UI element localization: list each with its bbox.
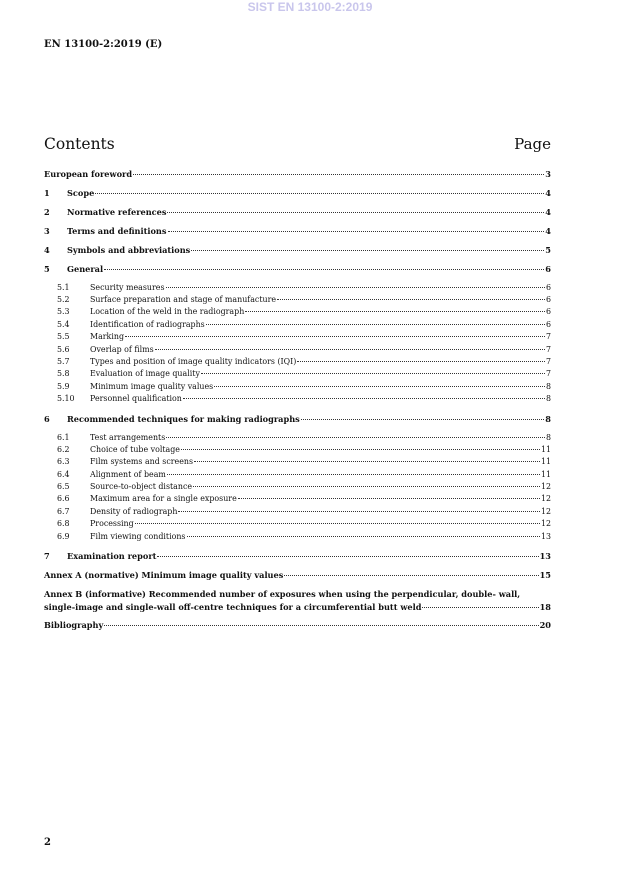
- toc-entry-title: Terms and definitions: [67, 226, 167, 236]
- annex-b-page: 18: [539, 602, 551, 612]
- toc-entry-title: Surface preparation and stage of manufacture: [90, 295, 277, 304]
- leader-dots: [277, 299, 545, 300]
- toc-entry[interactable]: [57, 282, 551, 293]
- annex-b-line2: single-image and single-wall off-centre techniques for a circumferential butt weld: [44, 602, 422, 612]
- contents-title: Contents: [44, 135, 115, 153]
- toc-entry-title: European foreword: [44, 169, 133, 179]
- leader-dots: [201, 373, 545, 374]
- leader-dots: [95, 193, 544, 194]
- toc-entry-page: 11: [540, 470, 551, 479]
- leader-dots: [166, 437, 545, 438]
- toc-entry-number: 6.3: [57, 457, 70, 466]
- leader-dots: [157, 556, 538, 557]
- toc-entry-title: Density of radiograph: [90, 507, 178, 516]
- toc-entry-page: 6: [545, 320, 551, 329]
- toc-entry-title: Test arrangements: [90, 433, 166, 442]
- toc-entry-number: 6.5: [57, 482, 70, 491]
- toc-entry[interactable]: [57, 356, 551, 367]
- toc-entry[interactable]: [44, 226, 551, 237]
- leader-dots: [206, 324, 545, 325]
- toc-entry[interactable]: [57, 469, 551, 480]
- toc-entry-title: Source-to-object distance: [90, 482, 193, 491]
- toc-entry-page: 6: [545, 283, 551, 292]
- toc-entry-page: 7: [545, 369, 551, 378]
- toc-entry-page: 8: [545, 433, 551, 442]
- leader-dots: [133, 174, 544, 175]
- footer-page-number: 2: [44, 837, 51, 848]
- toc-entry[interactable]: [44, 207, 551, 218]
- toc-entry-title: Choice of tube voltage: [90, 445, 180, 454]
- toc-entry-number: 7: [44, 551, 50, 561]
- toc-entry-page: 7: [545, 345, 551, 354]
- toc-entry-title: Symbols and abbreviations: [67, 245, 191, 255]
- toc-entry[interactable]: [57, 481, 551, 492]
- leader-dots: [181, 449, 540, 450]
- toc-entry[interactable]: [57, 444, 551, 455]
- toc-entry-number: 6.1: [57, 433, 70, 442]
- toc-entry-number: 6.7: [57, 507, 70, 516]
- toc-entry-page: 11: [540, 457, 551, 466]
- toc-entry[interactable]: [57, 506, 551, 517]
- toc-entry-page: 12: [540, 519, 551, 528]
- toc-entry-page: 5: [545, 245, 551, 255]
- toc-entry-number: 5.4: [57, 320, 70, 329]
- toc-entry-number: 6.8: [57, 519, 70, 528]
- toc-entry-number: 5.3: [57, 307, 70, 316]
- toc-entry[interactable]: [44, 245, 551, 256]
- leader-dots: [191, 250, 544, 251]
- toc-entry[interactable]: [57, 368, 551, 379]
- toc-entry-title: Evaluation of image quality: [90, 369, 200, 378]
- annex-b-line1: Annex B (informative) Recommended number of exposures when using the perpendicular, double- wall,: [44, 589, 521, 599]
- toc-entry[interactable]: [44, 551, 551, 562]
- toc-entry-page: 4: [545, 207, 551, 217]
- watermark: SIST EN 13100-2:2019: [247, 0, 373, 14]
- leader-dots: [194, 461, 540, 462]
- toc-entry-title: Film systems and screens: [90, 457, 194, 466]
- leader-dots: [214, 386, 545, 387]
- toc-entry-number: 5.6: [57, 345, 70, 354]
- toc-entry-page: 8: [545, 414, 551, 424]
- toc-entry-number: 5.8: [57, 369, 70, 378]
- toc-entry[interactable]: [44, 414, 551, 425]
- leader-dots: [422, 607, 538, 608]
- toc-entry-page: 12: [540, 482, 551, 491]
- toc-entry-number: 4: [44, 245, 50, 255]
- toc-entry[interactable]: [57, 456, 551, 467]
- leader-dots: [245, 311, 545, 312]
- toc-entry-title: Processing: [90, 519, 134, 528]
- toc-entry-number: 6: [44, 414, 50, 424]
- toc-entry-page: 8: [545, 394, 551, 403]
- toc-entry-title: Alignment of beam: [90, 470, 166, 479]
- toc-entry[interactable]: [57, 331, 551, 342]
- toc-entry-number: 6.4: [57, 470, 70, 479]
- leader-dots: [104, 625, 538, 626]
- toc-entry-page: 6: [545, 307, 551, 316]
- toc-entry-number: 5: [44, 264, 50, 274]
- toc-entry-title: Marking: [90, 332, 124, 341]
- toc-entry-page: 12: [540, 507, 551, 516]
- document-header: EN 13100-2:2019 (E): [44, 39, 163, 50]
- toc-entry-title: Identification of radiographs: [90, 320, 205, 329]
- leader-dots: [187, 536, 540, 537]
- leader-dots: [297, 361, 545, 362]
- toc-entry-annex-b[interactable]: [44, 588, 551, 614]
- toc-entry-number: 1: [44, 188, 50, 198]
- toc-entry-page: 13: [540, 532, 551, 541]
- leader-dots: [167, 212, 544, 213]
- leader-dots: [166, 287, 545, 288]
- toc-entry-page: 15: [539, 570, 551, 580]
- toc-entry[interactable]: [44, 264, 551, 275]
- toc-entry[interactable]: [57, 344, 551, 355]
- toc-entry-title: Recommended techniques for making radiographs: [67, 414, 300, 424]
- toc-entry-title: Maximum area for a single exposure: [90, 494, 237, 503]
- toc-entry-page: 3: [545, 169, 551, 179]
- toc-entry-number: 6.2: [57, 445, 70, 454]
- toc-entry-page: 4: [545, 226, 551, 236]
- toc-entry-number: 5.2: [57, 295, 70, 304]
- toc-entry-title: Location of the weld in the radiograph: [90, 307, 245, 316]
- bibliography-title: Bibliography: [44, 620, 104, 630]
- toc-entry-title: Overlap of films: [90, 345, 154, 354]
- leader-dots: [301, 419, 545, 420]
- toc-entry-number: 2: [44, 207, 50, 217]
- toc-entry-number: 5.1: [57, 283, 70, 292]
- toc-entry-page: 7: [545, 332, 551, 341]
- leader-dots: [135, 523, 540, 524]
- toc-entry-page: 13: [539, 551, 551, 561]
- toc-entry[interactable]: [57, 381, 551, 392]
- toc-entry-title: Normative references: [67, 207, 167, 217]
- toc-entry-number: 6.6: [57, 494, 70, 503]
- toc-entry-number: 3: [44, 226, 50, 236]
- toc-entry[interactable]: [57, 393, 551, 404]
- leader-dots: [155, 349, 545, 350]
- toc-entry-page: 4: [545, 188, 551, 198]
- leader-dots: [284, 575, 538, 576]
- toc-entry[interactable]: [44, 570, 551, 581]
- toc-entry[interactable]: [57, 306, 551, 317]
- toc-entry[interactable]: [57, 493, 551, 504]
- toc-entry[interactable]: [44, 169, 551, 180]
- toc-entry-number: 5.7: [57, 357, 70, 366]
- toc-entry-number: 5.10: [57, 394, 75, 403]
- toc-entry[interactable]: [57, 518, 551, 529]
- toc-entry-number: 6.9: [57, 532, 70, 541]
- leader-dots: [183, 398, 545, 399]
- toc-entry-title: Examination report: [67, 551, 157, 561]
- toc-entry-title: Minimum image quality values: [90, 382, 214, 391]
- leader-dots: [125, 336, 545, 337]
- toc-entry-title: Film viewing conditions: [90, 532, 186, 541]
- page-column-label: Page: [514, 135, 551, 153]
- toc-entry-page: 12: [540, 494, 551, 503]
- toc-entry-bibliography[interactable]: [44, 620, 551, 631]
- toc-entry-number: 5.5: [57, 332, 70, 341]
- toc-entry-title: Scope: [67, 188, 95, 198]
- leader-dots: [104, 269, 544, 270]
- leader-dots: [238, 498, 540, 499]
- toc-entry-title: Types and position of image quality indicators (IQI): [90, 357, 297, 366]
- toc-entry[interactable]: [57, 531, 551, 542]
- toc-entry-page: 8: [545, 382, 551, 391]
- toc-entry-title: Personnel qualification: [90, 394, 182, 403]
- toc-entry-page: 11: [540, 445, 551, 454]
- toc-entry[interactable]: [44, 188, 551, 199]
- toc-entry-title: Security measures: [90, 283, 165, 292]
- toc-entry-number: 5.9: [57, 382, 70, 391]
- leader-dots: [193, 486, 540, 487]
- bibliography-page: 20: [539, 620, 551, 630]
- toc-entry[interactable]: [57, 294, 551, 305]
- toc-entry-page: 6: [545, 295, 551, 304]
- toc-entry[interactable]: [57, 432, 551, 443]
- leader-dots: [167, 474, 540, 475]
- toc-entry-page: 6: [545, 264, 551, 274]
- toc-entry[interactable]: [57, 319, 551, 330]
- toc-entry-title: Annex A (normative) Minimum image quality values: [44, 570, 284, 580]
- leader-dots: [178, 511, 540, 512]
- toc-entry-page: 7: [545, 357, 551, 366]
- toc-entry-title: General: [67, 264, 104, 274]
- leader-dots: [168, 231, 545, 232]
